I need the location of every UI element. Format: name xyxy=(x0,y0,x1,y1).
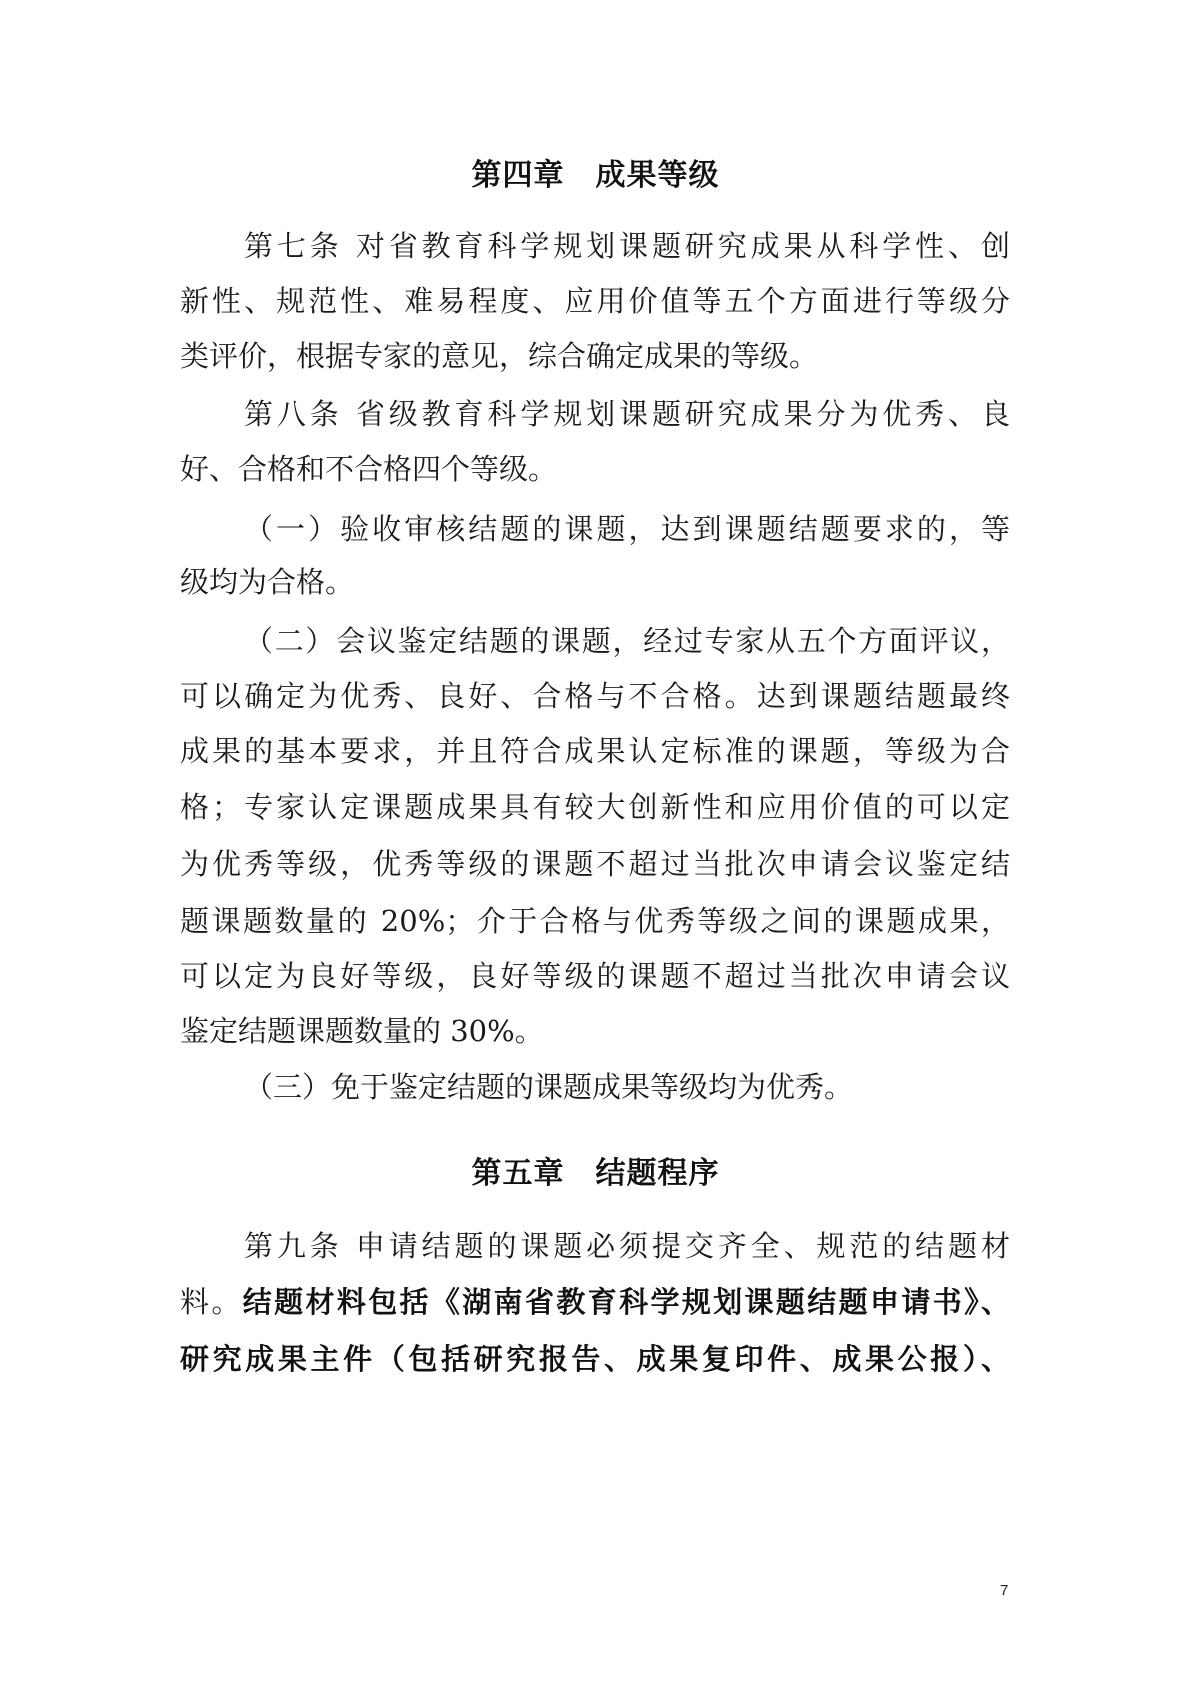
page-number: 7 xyxy=(1000,1582,1009,1599)
article-7-line-3: 类评价，根据专家的意见，综合确定成果的等级。 xyxy=(180,339,819,373)
item-2-line-3: 成果的基本要求，并且符合成果认定标准的课题，等级为合 xyxy=(180,734,1010,768)
item-2-line-8: 鉴定结题课题数量的 30%。 xyxy=(180,1014,544,1048)
article-8-line-2: 好、合格和不合格四个等级。 xyxy=(180,452,558,486)
item-2-line-1: （二）会议鉴定结题的课题，经过专家从五个方面评议， xyxy=(244,624,1010,658)
item-1-line-2: 级均为合格。 xyxy=(180,565,355,599)
item-2-line-5: 为优秀等级，优秀等级的课题不超过当批次申请会议鉴定结 xyxy=(180,847,1010,881)
item-2-line-7: 可以定为良好等级，良好等级的课题不超过当批次申请会议 xyxy=(180,959,1010,993)
chapter-4-title: 第四章 成果等级 xyxy=(471,158,720,193)
article-9-line-1: 第九条 申请结题的课题必须提交齐全、规范的结题材 xyxy=(244,1229,1010,1263)
article-9-line-3: 研究成果主件（包括研究报告、成果复印件、成果公报）、 xyxy=(180,1342,1010,1376)
item-1-line-1: （一）验收审核结题的课题，达到课题结题要求的，等 xyxy=(244,512,1010,546)
item-2-line-6: 题课题数量的 20%；介于合格与优秀等级之间的课题成果， xyxy=(180,904,1010,938)
article-9-line-2-bold: 结题材料包括《湖南省教育科学规划课题结题申请书》、 xyxy=(242,1285,1010,1319)
article-9-line-2 xyxy=(180,1285,1010,1319)
article-8-line-1: 第八条 省级教育科学规划课题研究成果分为优秀、良 xyxy=(244,397,1010,431)
item-2-line-2: 可以确定为优秀、良好、合格与不合格。达到课题结题最终 xyxy=(180,679,1010,713)
article-9-line-2-normal: 料。 xyxy=(180,1285,243,1319)
article-7-line-2: 新性、规范性、难易程度、应用价值等五个方面进行等级分 xyxy=(180,284,1010,318)
chapter-5-title: 第五章 结题程序 xyxy=(471,1156,720,1191)
item-3-line-1: （三）免于鉴定结题的课题成果等级均为优秀。 xyxy=(244,1070,854,1104)
item-2-line-4: 格；专家认定课题成果具有较大创新性和应用价值的可以定 xyxy=(180,790,1010,824)
article-7-line-1: 第七条 对省教育科学规划课题研究成果从科学性、创 xyxy=(244,229,1010,263)
